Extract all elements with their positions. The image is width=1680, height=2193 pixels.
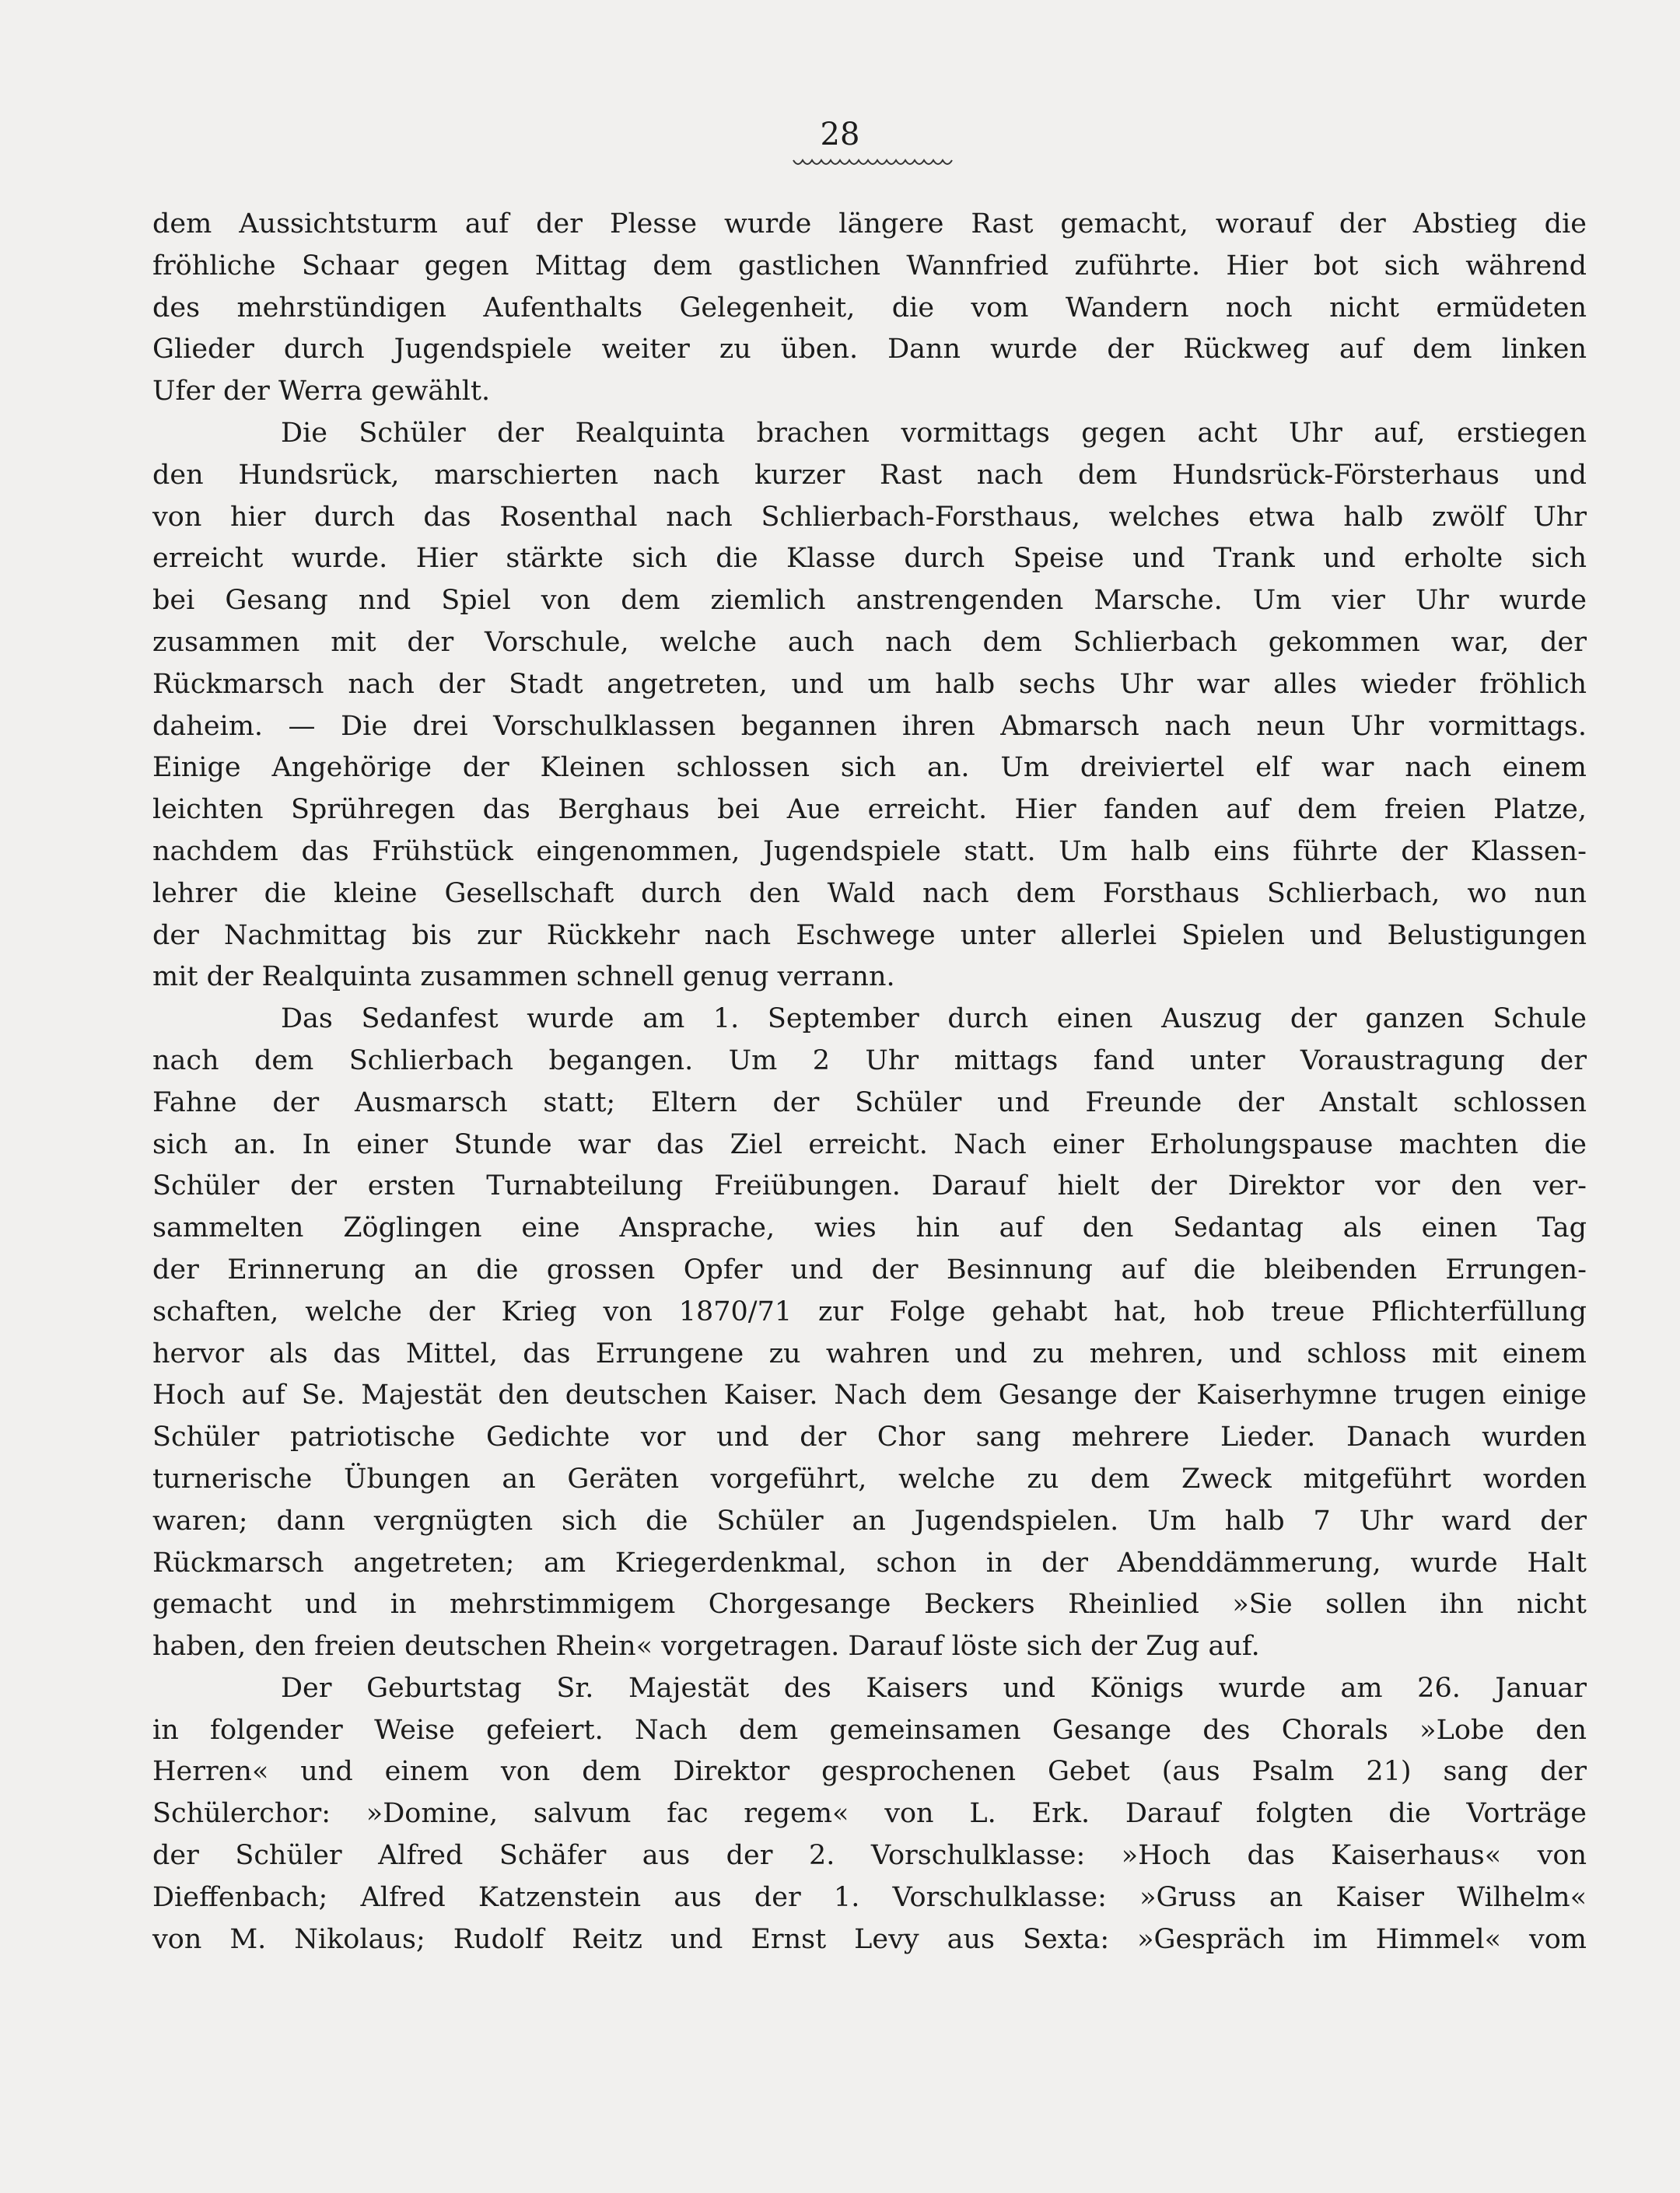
text-line: Schüler patriotische Gedichte vor und der Chor sang mehrere Lieder. Danach wurden: [152, 1422, 1587, 1453]
text-line: turnerische Übungen an Geräten vorgeführt, welche zu dem Zweck mitgeführt worden: [152, 1463, 1587, 1495]
text-line: erreicht wurde. Hier stärkte sich die Klasse durch Speise und Trank und erholte sich: [152, 543, 1587, 575]
text-line: Die Schüler der Realquinta brachen vormittags gegen acht Uhr auf, erstiegen: [281, 417, 1587, 449]
text-line: der Schüler Alfred Schäfer aus der 2. Vorschulklasse: »Hoch das Kaiserhaus« von: [152, 1840, 1587, 1872]
text-line: fröhliche Schaar gegen Mittag dem gastlichen Wannfried zuführte. Hier bot sich während: [152, 250, 1587, 282]
text-line: von hier durch das Rosenthal nach Schlierbach-Forsthaus, welches etwa halb zwölf Uhr: [152, 501, 1587, 533]
body-text: [152, 204, 1587, 1960]
text-line: der Nachmittag bis zur Rückkehr nach Eschwege unter allerlei Spielen und Belustigungen: [152, 919, 1587, 951]
text-line: Rückmarsch nach der Stadt angetreten, und um halb sechs Uhr war alles wieder fröhlich: [152, 668, 1587, 700]
text-line: nach dem Schlierbach begangen. Um 2 Uhr mittags fand unter Voraustragung der: [152, 1044, 1587, 1076]
text-line: Der Geburtstag Sr. Majestät des Kaisers und Königs wurde am 26. Januar: [281, 1672, 1587, 1704]
text-line: bei Gesang nnd Spiel von dem ziemlich anstrengenden Marsche. Um vier Uhr wurde: [152, 585, 1587, 617]
text-line: lehrer die kleine Gesellschaft durch den Wald nach dem Forsthaus Schlierbach, wo nun: [152, 877, 1587, 909]
text-line: Das Sedanfest wurde am 1. September durch einen Auszug der ganzen Schule: [281, 1003, 1587, 1035]
text-line: den Hundsrück, marschierten nach kurzer Rast nach dem Hundsrück-Försterhaus und: [152, 459, 1587, 491]
text-line: hervor als das Mittel, das Errungene zu wahren und zu mehren, und schloss mit einem: [152, 1338, 1587, 1369]
text-line: haben, den freien deutschen Rhein« vorgetragen. Darauf löste sich der Zug auf.: [152, 1631, 1260, 1663]
text-line: von M. Nikolaus; Rudolf Reitz und Ernst Levy aus Sexta: »Gespräch im Himmel« vom: [152, 1923, 1587, 1955]
text-line: Schülerchor: »Domine, salvum fac regem« von L. Erk. Darauf folgten die Vorträge: [152, 1798, 1587, 1830]
text-line: schaften, welche der Krieg von 1870/71 zur Folge gehabt hat, hob treue Pflichterfüllung: [152, 1296, 1587, 1327]
text-line: Herren« und einem von dem Direktor gesprochenen Gebet (aus Psalm 21) sang der: [152, 1756, 1587, 1788]
text-line: Schüler der ersten Turnabteilung Freiübungen. Darauf hielt der Direktor vor den ver-: [152, 1170, 1587, 1202]
text-line: Hoch auf Se. Majestät den deutschen Kaiser. Nach dem Gesange der Kaiserhymne trugen einige: [152, 1380, 1587, 1411]
text-line: Dieffenbach; Alfred Katzenstein aus der 1. Vorschulklasse: »Gruss an Kaiser Wilhelm«: [152, 1881, 1587, 1913]
text-line: nachdem das Frühstück eingenommen, Jugendspiele statt. Um halb eins führte der Klassen-: [152, 835, 1587, 867]
text-line: Ufer der Werra gewählt.: [152, 376, 491, 407]
text-line: mit der Realquinta zusammen schnell genug verrann.: [152, 961, 895, 993]
text-line: Rückmarsch angetreten; am Kriegerdenkmal, schon in der Abenddämmerung, wurde Halt: [152, 1547, 1587, 1579]
text-line: waren; dann vergnügten sich die Schüler an Jugendspielen. Um halb 7 Uhr ward der: [152, 1505, 1587, 1537]
text-line: sich an. In einer Stunde war das Ziel erreicht. Nach einer Erholungspause machten die: [152, 1128, 1587, 1160]
text-line: Glieder durch Jugendspiele weiter zu üben. Dann wurde der Rückweg auf dem linken: [152, 334, 1587, 366]
text-line: daheim. — Die drei Vorschulklassen begannen ihren Abmarsch nach neun Uhr vormittags.: [152, 710, 1587, 742]
wavy-ornament-icon: [792, 156, 957, 170]
text-line: Einige Angehörige der Kleinen schlossen sich an. Um dreiviertel elf war nach einem: [152, 752, 1587, 784]
text-line: gemacht und in mehrstimmigem Chorgesange Beckers Rheinlied »Sie sollen ihn nicht: [152, 1589, 1587, 1621]
text-line: in folgender Weise gefeiert. Nach dem gemeinsamen Gesange des Chorals »Lobe den: [152, 1714, 1587, 1746]
text-line: zusammen mit der Vorschule, welche auch nach dem Schlierbach gekommen war, der: [152, 626, 1587, 658]
text-line: der Erinnerung an die grossen Opfer und der Besinnung auf die bleibenden Errungen-: [152, 1254, 1587, 1285]
text-line: sammelten Zöglingen eine Ansprache, wies hin auf den Sedantag als einen Tag: [152, 1212, 1587, 1244]
text-line: Fahne der Ausmarsch statt; Eltern der Schüler und Freunde der Anstalt schlossen: [152, 1086, 1587, 1118]
text-line: des mehrstündigen Aufenthalts Gelegenheit, die vom Wandern noch nicht ermüdeten: [152, 292, 1587, 324]
page-number: 28: [820, 117, 860, 152]
text-line: dem Aussichtsturm auf der Plesse wurde längere Rast gemacht, worauf der Abstieg die: [152, 208, 1587, 240]
text-line: leichten Sprühregen das Berghaus bei Aue erreicht. Hier fanden auf dem freien Platze,: [152, 794, 1587, 826]
